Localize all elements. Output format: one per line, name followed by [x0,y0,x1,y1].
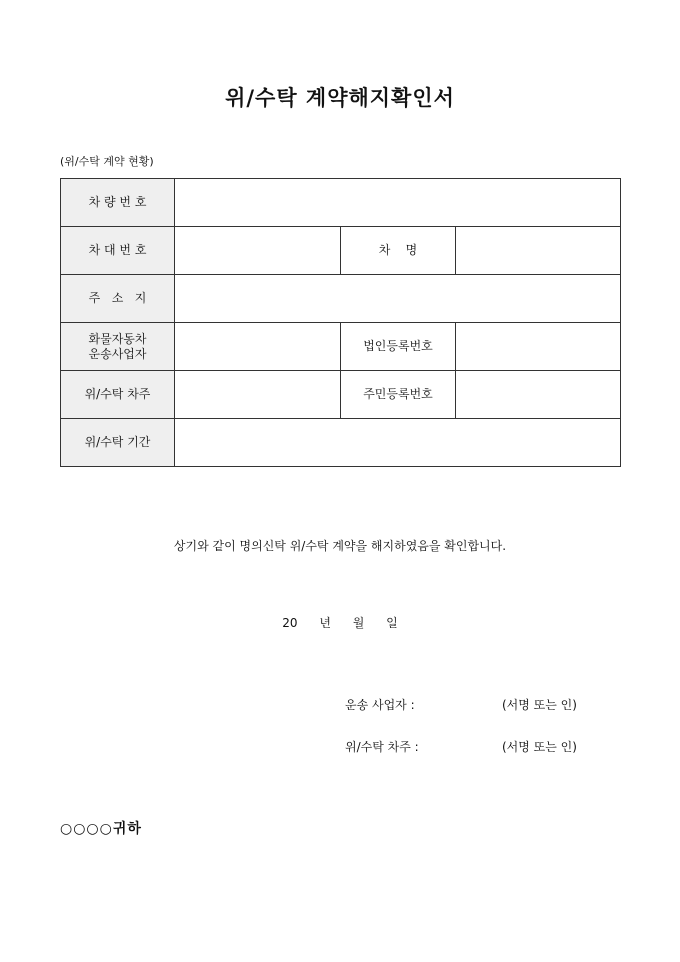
chassis-number-label: 차 대 번 호 [61,227,175,275]
section-label: (위/수탁 계약 현황) [60,155,154,168]
table-row [61,371,621,419]
vehicle-number-label: 차 량 번 호 [61,179,175,227]
vehicle-name-label: 차 명 [341,227,456,275]
vehicle-number-field[interactable] [175,179,621,227]
resident-reg-field[interactable] [456,371,621,419]
period-field[interactable] [175,419,621,467]
transport-operator-label-line1: 화물자동차 [88,331,147,346]
owner-signature-label: 위/수탁 차주 : [345,740,419,754]
confirmation-statement: 상기와 같이 명의신탁 위/수탁 계약을 해지하였음을 확인합니다. [173,539,507,553]
vehicle-name-field[interactable] [456,227,621,275]
table-row [61,275,621,323]
chassis-number-field[interactable] [175,227,341,275]
contract-status-table [60,178,621,467]
corporate-reg-field[interactable] [456,323,621,371]
consignor-owner-label: 위/수탁 차주 [61,371,175,419]
transport-operator-field[interactable] [175,323,341,371]
operator-signature-mark[interactable]: (서명 또는 인) [502,698,577,712]
address-label: 주 소 지 [61,275,175,323]
transport-operator-label [61,323,175,371]
table-row [61,227,621,275]
owner-signature-mark[interactable]: (서명 또는 인) [502,740,577,754]
resident-reg-label: 주민등록번호 [341,371,456,419]
table-row [61,323,621,371]
table-row [61,419,621,467]
table-row [61,179,621,227]
address-field[interactable] [175,275,621,323]
period-label: 위/수탁 기간 [61,419,175,467]
addressee: ○○○○귀하 [60,821,142,837]
consignor-owner-field[interactable] [175,371,341,419]
document-title: 위/수탁 계약해지확인서 [225,85,455,110]
operator-signature-label: 운송 사업자 : [345,698,415,712]
corporate-reg-label: 법인등록번호 [341,323,456,371]
transport-operator-label-line2: 운송사업자 [88,346,147,361]
date-line: 20 년 월 일 [282,616,398,630]
